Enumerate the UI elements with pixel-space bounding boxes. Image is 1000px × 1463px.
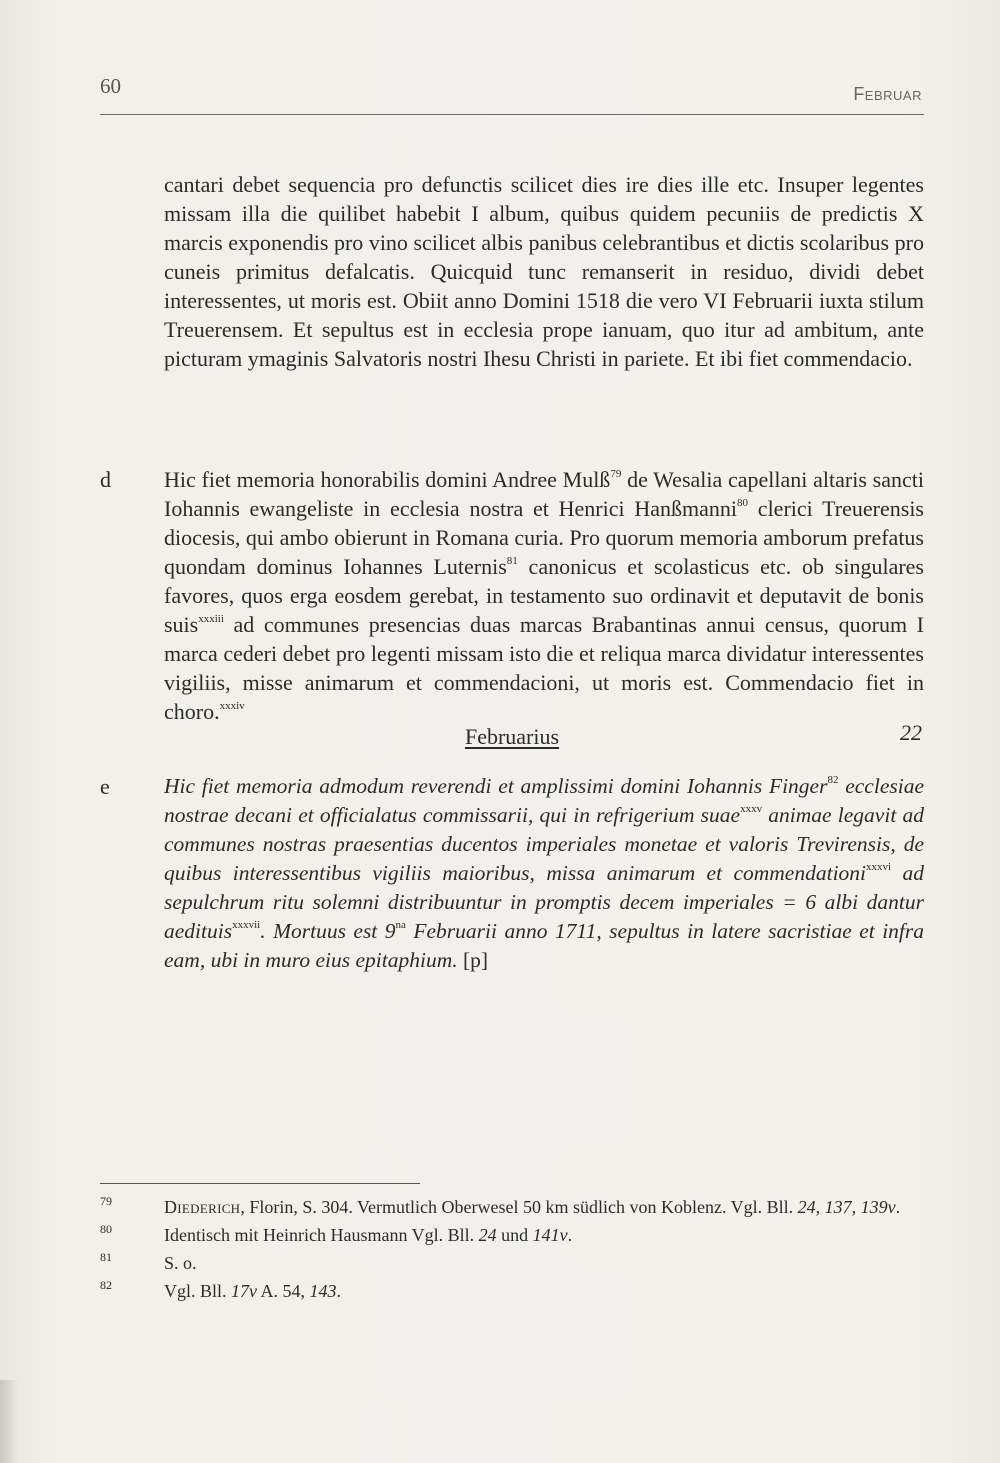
italic-ref: 24, 137, 139v bbox=[797, 1197, 896, 1217]
italic-ref: 24 bbox=[478, 1225, 497, 1245]
superscript-ref: xxxvi bbox=[866, 861, 892, 873]
entry-text bbox=[164, 170, 924, 373]
text-run: . bbox=[895, 1197, 901, 1217]
month-heading bbox=[100, 720, 924, 752]
italic-ref: 17v bbox=[231, 1281, 258, 1301]
superscript-ref: xxxiii bbox=[198, 613, 224, 625]
text-run: Vgl. Bll. bbox=[164, 1281, 232, 1301]
text-run: clerici Treuerensis diocesis, qui ambo obierunt in Romana curia. Pro quorum memoria amborum prefatus quondam dominus Iohannes Luternis bbox=[164, 496, 924, 579]
footnote-number: 81 bbox=[100, 1250, 112, 1264]
page-edge-shadow bbox=[0, 1380, 18, 1463]
author-name: Diederich bbox=[164, 1197, 241, 1217]
entry-text bbox=[164, 772, 924, 975]
footnote bbox=[100, 1195, 924, 1220]
footnote-number: 80 bbox=[100, 1222, 112, 1236]
page-header bbox=[100, 74, 924, 115]
entry-continuation bbox=[100, 170, 924, 373]
running-head: Februar bbox=[853, 84, 922, 104]
footnote-text bbox=[164, 1223, 924, 1248]
entry-letter: d bbox=[100, 467, 111, 492]
entry-d bbox=[100, 465, 924, 726]
footnote-number: 82 bbox=[100, 1278, 112, 1292]
footnote bbox=[100, 1279, 924, 1304]
superscript-ref: xxxiv bbox=[219, 700, 245, 712]
month-title: Februarius bbox=[464, 724, 560, 749]
text-run: A. 54, bbox=[257, 1281, 310, 1301]
superscript-ref: 81 bbox=[506, 555, 518, 567]
footnote-text bbox=[164, 1251, 924, 1276]
footnote-rule bbox=[100, 1183, 420, 1184]
superscript-ref: na bbox=[395, 919, 406, 931]
italic-ref: 141v bbox=[532, 1225, 568, 1245]
superscript-ref: xxxv bbox=[740, 803, 763, 815]
footnote-text bbox=[164, 1195, 924, 1220]
text-run: S. o. bbox=[164, 1253, 197, 1273]
text-run: de Wesalia capellani altaris sancti Iohannis ewangeliste in ecclesia nostra et Henrici Hanßmanni bbox=[164, 467, 924, 521]
footnotes bbox=[100, 1195, 924, 1307]
footnote bbox=[100, 1223, 924, 1248]
day-number: 22 bbox=[900, 720, 922, 745]
source-marker: [p] bbox=[462, 948, 489, 972]
text-run: ecclesiae nostrae decani et officialatus commissarii, qui in refrigerium suae bbox=[164, 774, 924, 827]
text-run: Identisch mit Heinrich Hausmann Vgl. Bll. bbox=[164, 1225, 479, 1245]
text-run: cantari debet sequencia pro defunctis scilicet dies ire dies ille etc. Insuper legentes missam illa die quilibet habebit I album, quibus quidem pecuniis de predictis X marcis exponendis pro vino scilicet albis panibus celebrantibus et dictis scolaribus pro cuneis primitus defalcatis. Quicquid tunc remanserit in residuo, dividi debet interessentes, ut moris est. Obiit anno Domini 1518 die vero VI Februarii iuxta stilum Treuerensem. Et sepultus est in ecclesia prope ianuam, quo itur ad ambitum, ante picturam ymaginis Salvatoris nostri Ihesu Christi in pariete. Et ibi fiet commendacio. bbox=[164, 172, 924, 371]
page-number: 60 bbox=[100, 74, 121, 98]
text-run: Hic fiet memoria honorabilis domini Andree Mulß bbox=[164, 467, 611, 492]
superscript-ref: xxxvii bbox=[232, 919, 261, 931]
text-run: animae legavit ad communes nostras praesentias ducentos imperiales monetae et valoris Trevirensis, de quibus interessentibus vigiliis maioribus, missa animarum et commendationi bbox=[164, 803, 924, 885]
text-run: Februarii anno 1711, sepultus in latere sacristiae et infra eam, ubi in muro eius epitaphium. bbox=[164, 919, 925, 972]
text-run: , Florin, S. 304. Vermutlich Oberwesel 50 km südlich von Koblenz. Vgl. Bll. bbox=[240, 1197, 798, 1217]
superscript-ref: 79 bbox=[610, 468, 622, 480]
footnote bbox=[100, 1251, 924, 1276]
footnote-number: 79 bbox=[100, 1194, 112, 1208]
text-run: . bbox=[567, 1225, 573, 1245]
text-run: und bbox=[496, 1225, 533, 1245]
entry-e bbox=[100, 772, 924, 975]
superscript-ref: 80 bbox=[737, 497, 749, 509]
text-run: ad communes presencias duas marcas Brabantinas annui census, quorum I marca cederi debet pro legenti missam isto die et reliqua marca dividatur interessentes vigiliis, misse animarum et commendacioni, ut moris est. Commendacio fiet in choro. bbox=[164, 612, 924, 724]
italic-ref: 143 bbox=[309, 1281, 337, 1301]
text-run: . Mortuus est 9 bbox=[260, 919, 396, 943]
superscript-ref: 82 bbox=[827, 774, 839, 786]
text-run: canonicus et scolasticus etc. ob singulares favores, quos erga eosdem gerebat, in testamento suo ordinavit et deputavit de bonis suis bbox=[164, 554, 924, 637]
text-run: ad sepulchrum ritu solemni distribuuntur in promptis decem imperiales = 6 albi dantur aedituis bbox=[164, 861, 925, 943]
entry-letter: e bbox=[100, 774, 110, 799]
text-run: . bbox=[336, 1281, 342, 1301]
entry-text bbox=[164, 465, 924, 726]
text-run: Hic fiet memoria admodum reverendi et amplissimi domini Iohannis Finger bbox=[164, 774, 828, 798]
footnote-text bbox=[164, 1279, 924, 1304]
